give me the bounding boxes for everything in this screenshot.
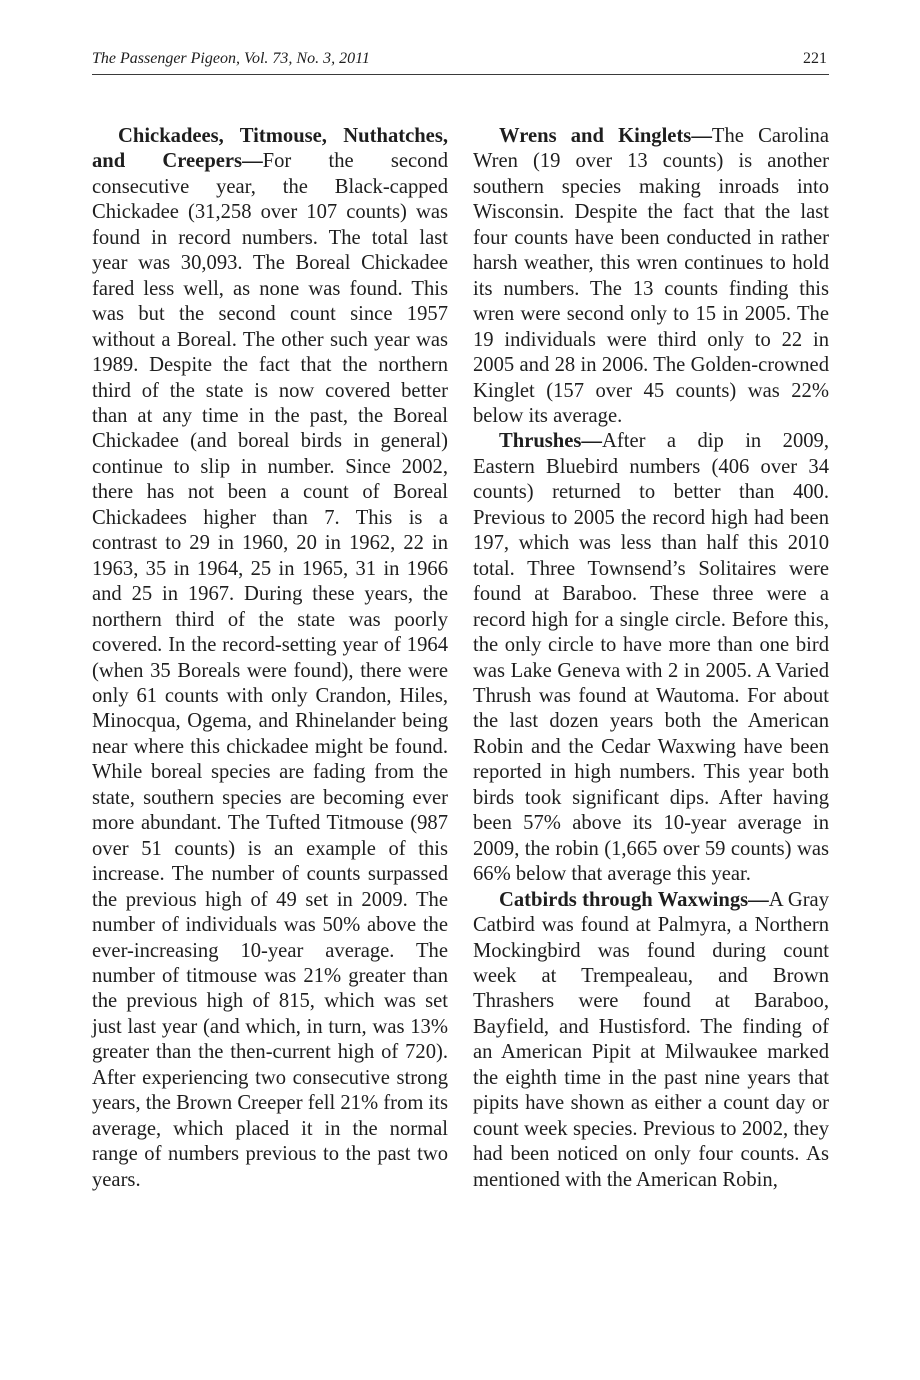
paragraph-text: After a dip in 2009, Eastern Bluebird numbers (406 over 34 counts) returned to better than 400. Previous to 2005 the record high had been 197, which was less than half this 2010 total. Three Townsend’s Solitaires were found at Baraboo. These three were a record high for a single circle. Before this, the only circle to have more than one bird was Lake Geneva with 2 in 2005. A Varied Thrush was found at Wautoma. For about the last dozen years both the American Robin and the Cedar Waxwing have been reported in high numbers. This year both birds took significant dips. After having been 57% above its 10-year average in 2009, the robin (1,665 over 59 counts) was 66% below that average this year. — [473, 430, 829, 886]
running-header — [92, 50, 829, 75]
paragraph-text: For the second consecutive year, the Black-capped Chickadee (31,258 over 107 counts) was found in record numbers. The total last year was 30,093. The Boreal Chickadee fared less well, as none was found. This was but the second count since 1957 without a Boreal. The other such year was 1989. Despite the fact that the northern third of the state is now covered better than at any time in the past, the Boreal Chickadee (and boreal birds in general) continue to slip in number. Since 2002, there has not been a count of Boreal Chickadees higher than 7. This is a contrast to 29 in 1960, 20 in 1962, 22 in 1963, 35 in 1964, 25 in 1965, 31 in 1966 and 25 in 1967. During these years, the northern third of the state was poorly covered. In the record-setting year of 1964 (when 35 Boreals were found), there were only 61 counts with only Crandon, Hiles, Minocqua, Ogema, and Rhinelander being near where this chickadee might be found. While boreal species are fading from the state, southern species are becoming ever more abundant. The Tufted Titmouse (987 over 51 counts) is an example of this increase. The number of counts surpassed the previous high of 49 set in 2009. The number of individuals was 50% above the ever-increasing 10-year average. The number of titmouse was 21% greater than the previous high of 815, which was set just last year (and which, in turn, was 13% greater than the then-current high of 720). After experiencing two consecutive strong years, the Brown Creeper fell 21% from its average, which placed it in the normal range of numbers previous to the past two years. — [92, 150, 449, 1191]
section-heading: Thrushes— — [499, 430, 602, 453]
paragraph-chickadees — [92, 124, 448, 1193]
section-heading: Chickadees, Titmouse, Nuthatches, and Creepers— — [92, 125, 448, 173]
section-heading: Catbirds through Waxwings— — [499, 888, 769, 911]
left-column — [92, 124, 448, 1193]
paragraph-catbirds — [473, 888, 829, 1193]
paragraph-wrens — [473, 124, 829, 429]
paragraph-text: The Carolina Wren (19 over 13 counts) is another southern species making inroads into Wisconsin. Despite the fact that the last four counts have been conducted in rather harsh weather, this wren continues to hold its numbers. The 13 counts finding this wren were second only to 15 in 2005. The 19 individuals were third only to 22 in 2005 and 28 in 2006. The Golden-crowned Kinglet (157 over 45 counts) was 22% below its average. — [473, 125, 829, 427]
page-number: 221 — [803, 50, 827, 67]
paragraph-text: A Gray Catbird was found at Palmyra, a Northern Mockingbird was found during count week at Trempealeau, and Brown Thrashers were found at Baraboo, Bayfield, and Hustisford. The finding of an American Pipit at Milwaukee marked the eighth time in the past nine years that pipits have shown as either a count day or count week species. Previous to 2002, they had been noticed on only four counts. As mentioned with the American Robin, — [473, 888, 829, 1191]
right-column — [473, 124, 829, 1193]
journal-title: The Passenger Pigeon, Vol. 73, No. 3, 2011 — [92, 50, 370, 67]
section-heading: Wrens and Kinglets— — [499, 125, 712, 147]
paragraph-thrushes — [473, 429, 829, 887]
